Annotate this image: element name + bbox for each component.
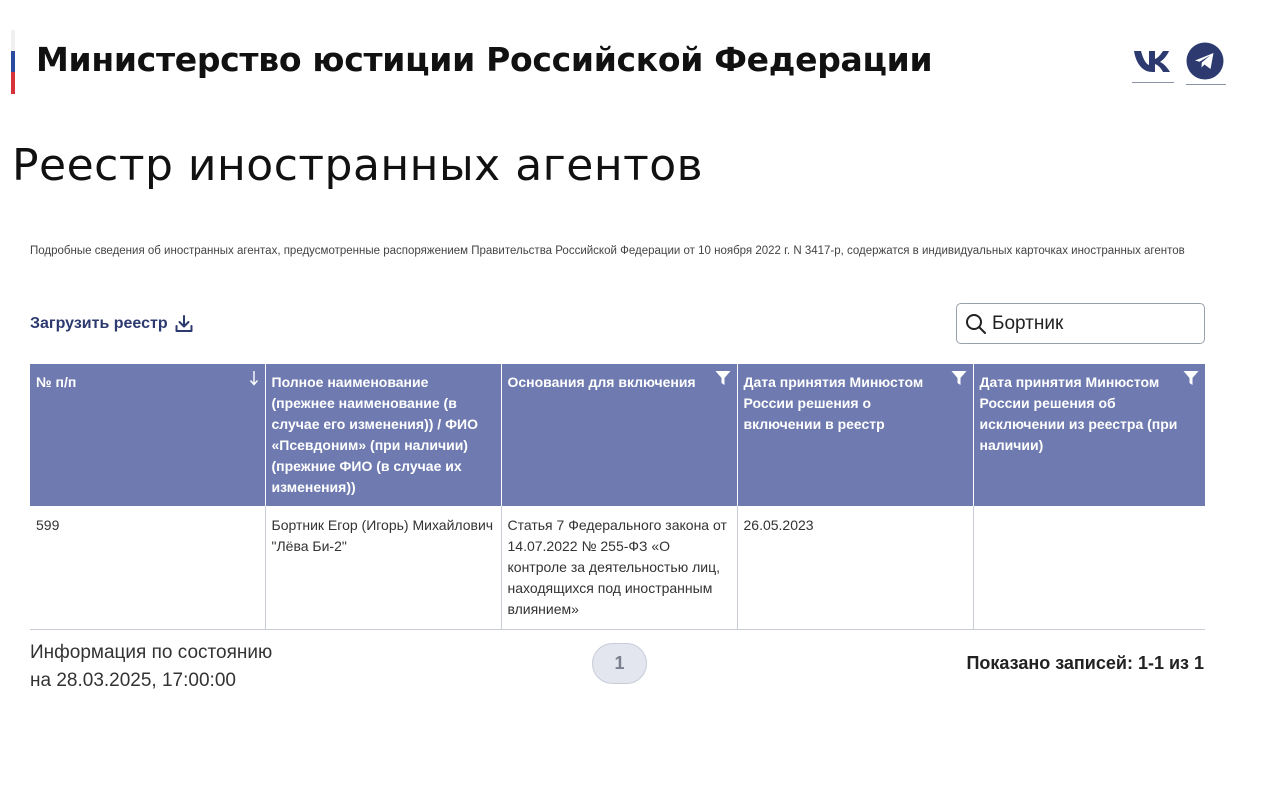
column-grounds[interactable] (501, 364, 737, 506)
telegram-underline (1186, 84, 1226, 85)
column-header-label: № п/п (36, 374, 77, 390)
column-inclusion-date[interactable] (737, 364, 973, 506)
search-box[interactable] (956, 303, 1205, 344)
flag-red (11, 72, 15, 94)
filter-icon[interactable] (715, 370, 731, 386)
table-row[interactable] (30, 506, 1205, 630)
vk-underline (1132, 82, 1174, 83)
records-count: Показано записей: 1-1 из 1 (966, 653, 1204, 673)
telegram-icon (1186, 42, 1224, 80)
search-icon (965, 313, 987, 335)
cell-number: 599 (30, 506, 265, 630)
registry-table (30, 364, 1205, 630)
status-line-2: на 28.03.2025, 17:00:00 (30, 670, 236, 691)
cell-inclusion-date: 26.05.2023 (737, 506, 973, 630)
column-header-label: Дата принятия Минюстом России решения о включении в реестр (743, 374, 924, 432)
filter-icon[interactable] (1183, 370, 1199, 386)
russian-flag-stripe (11, 30, 15, 94)
search-input[interactable] (992, 313, 1192, 335)
column-number[interactable] (30, 364, 265, 506)
filter-icon[interactable] (951, 370, 967, 386)
table-header-row (30, 364, 1205, 506)
column-full-name[interactable] (265, 364, 501, 506)
column-header-label: Полное наименование (прежнее наименование (в случае его изменения)) / ФИО «Псевдоним» (при наличии) (прежние ФИО (в случае их изменения)) (271, 374, 478, 495)
telegram-link[interactable] (1186, 42, 1226, 85)
download-registry-link[interactable] (30, 314, 194, 334)
page-title: Реестр иностранных агентов (12, 140, 704, 191)
ministry-title: Министерство юстиции Российской Федерации (36, 40, 933, 79)
download-label: Загрузить реестр (30, 315, 168, 332)
data-status (30, 639, 272, 695)
info-note: Подробные сведения об иностранных агентах, предусмотренные распоряжением Правительства Российской Федерации от 10 ноября 2022 г. N 3417-р, содержатся в индивидуальных карточках иностранных агентов (30, 245, 1185, 257)
pagination-page-button[interactable]: 1 (592, 643, 647, 684)
status-line-1: Информация по состоянию (30, 642, 273, 663)
column-header-label: Основания для включения (507, 374, 696, 390)
cell-full-name[interactable]: Бортник Егор (Игорь) Михайлович "Лёва Би-2" (265, 506, 501, 630)
vk-icon (1132, 42, 1174, 78)
flag-blue (11, 51, 15, 72)
download-icon (174, 314, 194, 334)
cell-grounds: Статья 7 Федерального закона от 14.07.2022 № 255-ФЗ «О контроле за деятельностью лиц, находящихся под иностранным влиянием» (501, 506, 737, 630)
sort-arrow-icon[interactable] (249, 370, 259, 386)
flag-white (11, 30, 15, 51)
vk-link[interactable] (1132, 42, 1174, 83)
column-exclusion-date[interactable] (973, 364, 1205, 506)
cell-exclusion-date (973, 506, 1205, 630)
column-header-label: Дата принятия Минюстом России решения об исключении из реестра (при наличии) (979, 374, 1178, 453)
